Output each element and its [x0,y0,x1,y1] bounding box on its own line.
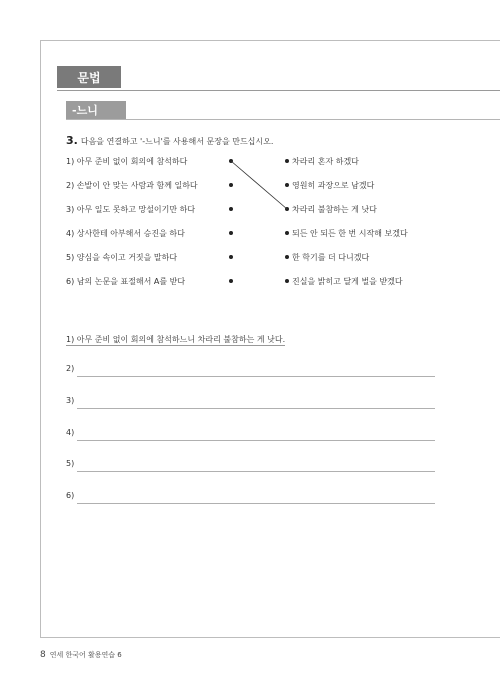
answer-number: 2) [66,364,75,373]
answer-line[interactable] [77,503,435,504]
answer-line[interactable] [77,376,435,377]
right-item: 되든 안 되든 한 번 시작해 보겠다 [292,229,408,238]
book-title: 연세 한국어 활용연습 6 [49,651,122,659]
answer-number: 3) [66,396,75,405]
instruction-text: 다음을 연결하고 '-느니'를 사용해서 문장을 만드십시오. [80,137,274,146]
page-number: 8 [40,650,46,660]
page-footer [40,650,122,660]
left-item: 6) 남의 논문을 표절해서 A를 받다 [66,277,186,286]
answer-line[interactable] [77,471,435,472]
section-tab: 문법 [57,66,121,88]
right-item: 진실을 밝히고 달게 벌을 받겠다 [292,277,403,286]
left-item: 4) 상사한테 아부해서 승진을 하다 [66,229,185,238]
answer-line[interactable] [77,408,435,409]
right-item: 차라리 혼자 하겠다 [292,157,359,166]
answer-line[interactable] [77,440,435,441]
answer-number: 4) [66,428,75,437]
left-item: 1) 아무 준비 없이 회의에 참석하다 [66,157,188,166]
answer-number: 6) [66,491,75,500]
example-answer: 1) 아무 준비 없이 회의에 참석하느니 차라리 불참하는 게 낫다. [66,335,286,344]
grammar-title: -느니 [66,101,126,119]
answer-number: 5) [66,459,75,468]
right-item: 차라리 불참하는 게 낫다 [292,205,377,214]
right-item: 영원히 과장으로 남겠다 [292,181,375,190]
left-item: 3) 아무 일도 못하고 망설이기만 하다 [66,205,196,214]
exercise-number: 3. [66,134,78,147]
left-item: 5) 양심을 속이고 거짓을 말하다 [66,253,178,262]
right-item: 한 학기를 더 다니겠다 [292,253,370,262]
match-connector-line [231,161,287,209]
left-item: 2) 손발이 안 맞는 사람과 함께 일하다 [66,181,198,190]
